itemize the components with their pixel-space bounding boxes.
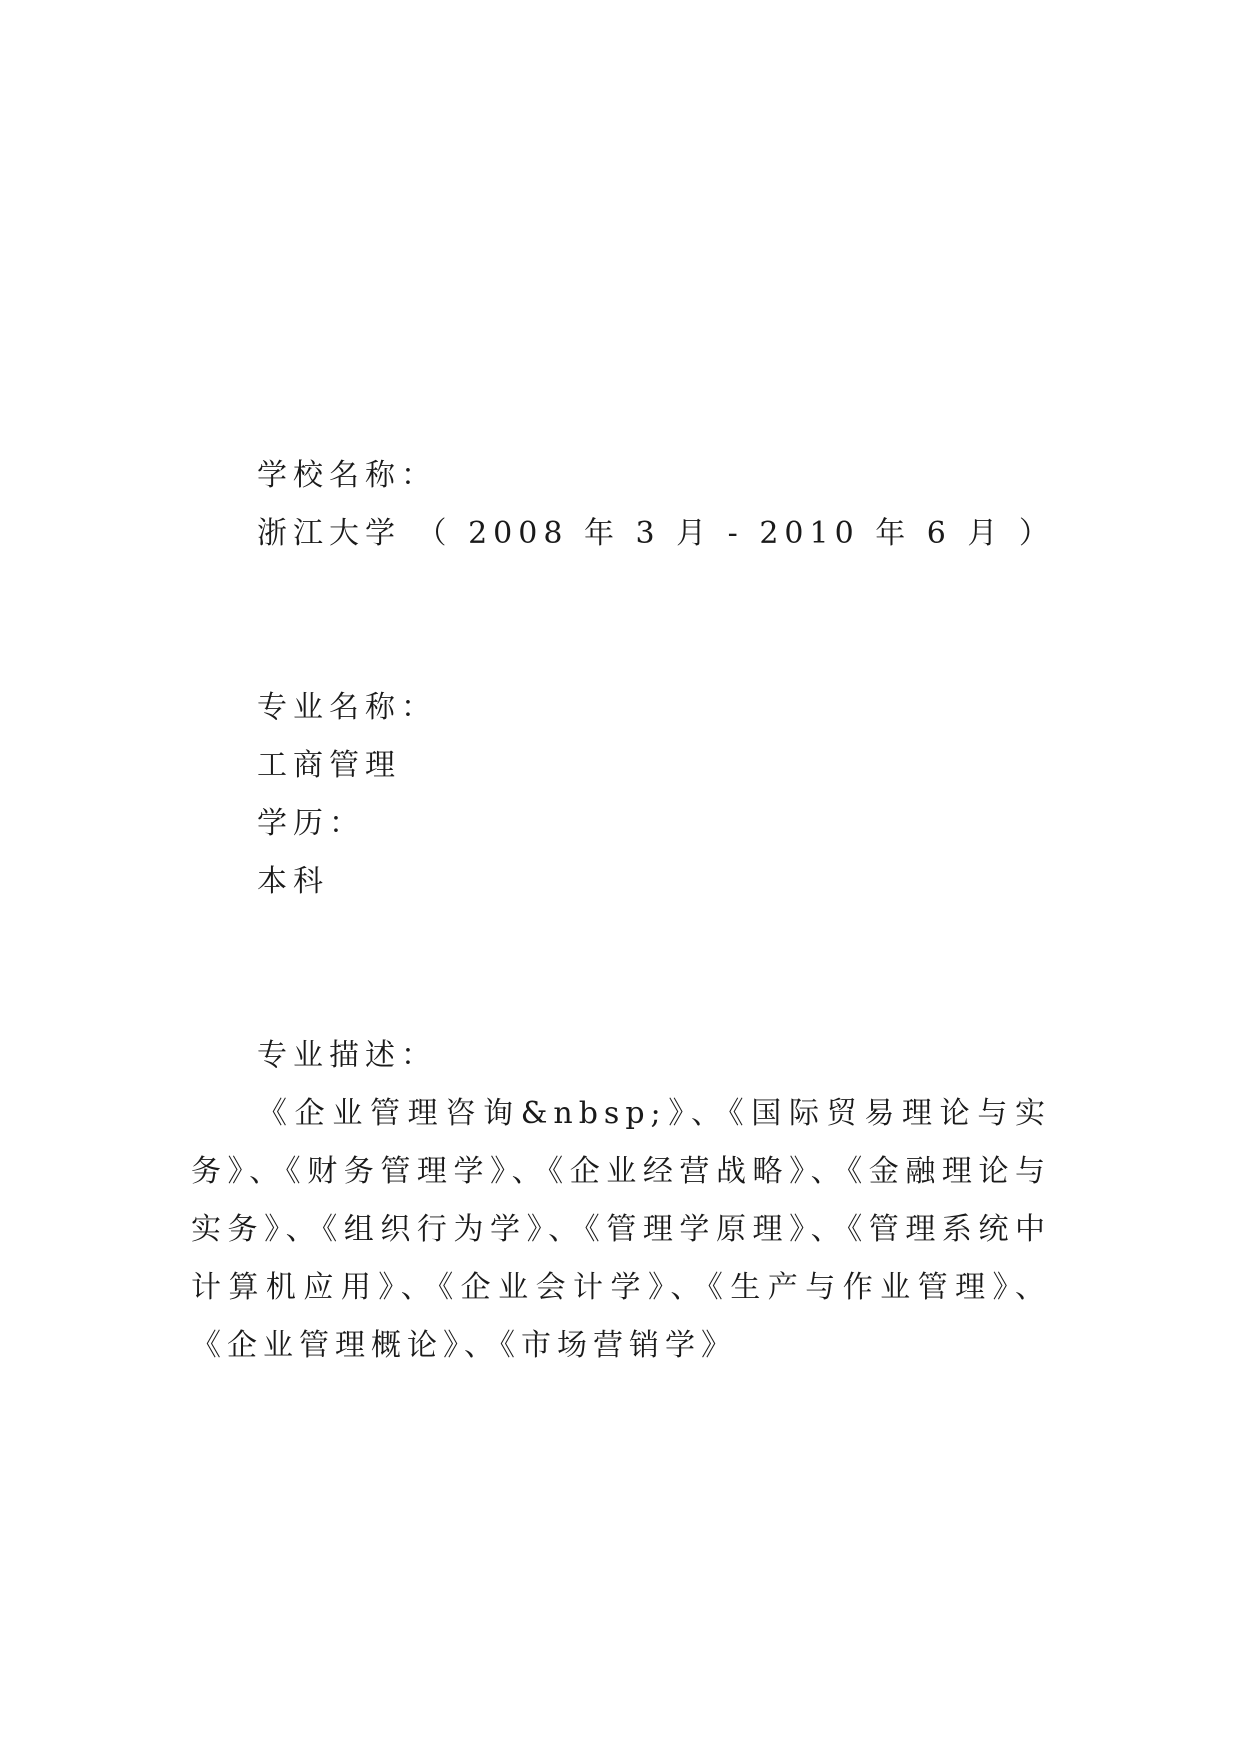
description-label: 专业描述：	[257, 1038, 437, 1073]
degree-value: 本科	[257, 864, 329, 899]
major-value: 工商管理	[257, 748, 401, 783]
school-value: 浙江大学 （ 2008 年 3 月 - 2010 年 6 月 ）	[257, 516, 1055, 551]
description-text: 《企业管理咨询&nbsp;》、《国际贸易理论与实务》、《财务管理学》、《企业经营战略》、《金融理论与实务》、《组织行为学》、《管理学原理》、《管理系统中计算机应用》、《企业会计学》、《生产与作业管理》、《企业管理概论》、《市场营销学》	[191, 1096, 1051, 1363]
degree-label: 学历：	[257, 806, 365, 841]
school-label: 学校名称：	[257, 458, 437, 493]
major-label: 专业名称：	[257, 690, 437, 725]
